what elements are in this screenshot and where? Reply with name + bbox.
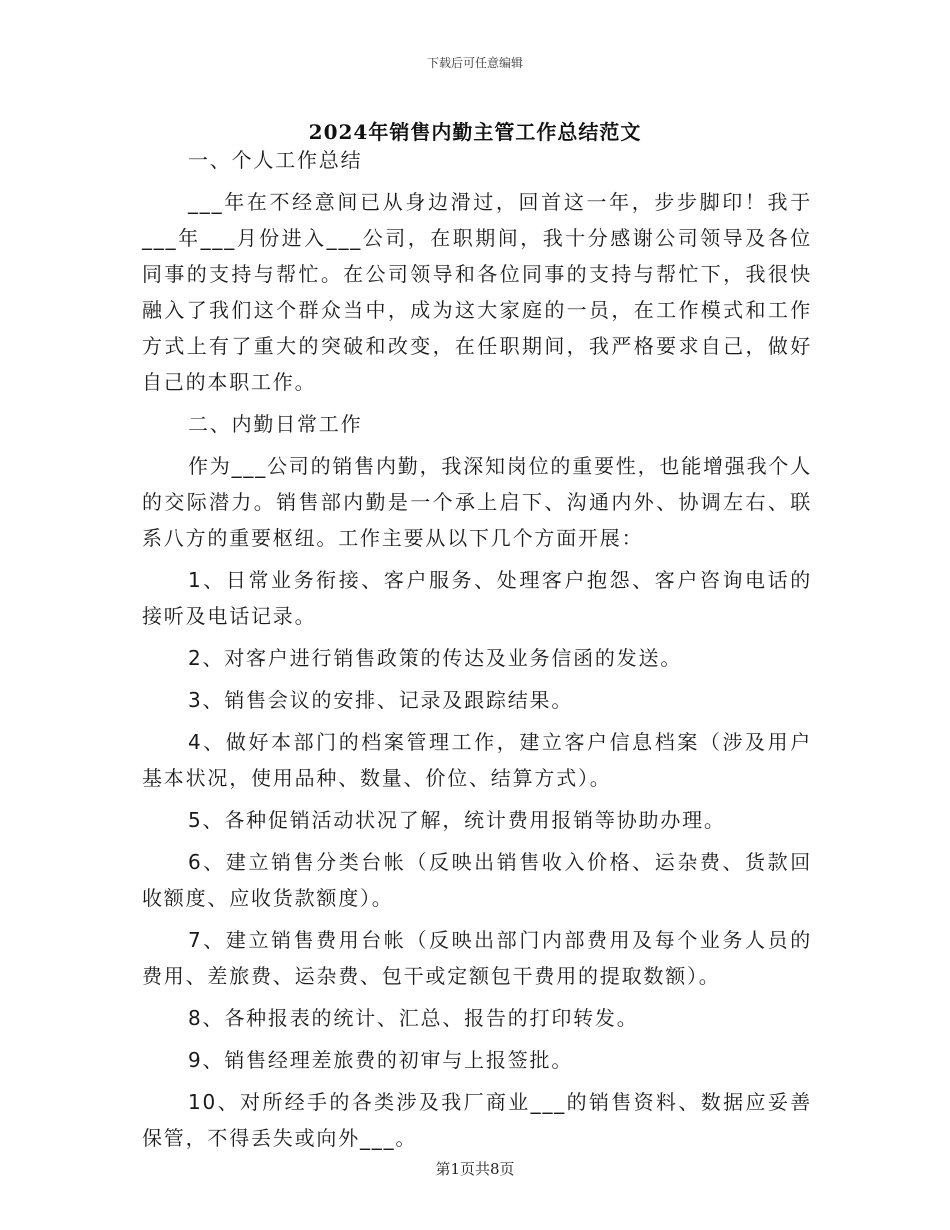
list-item: 7、建立销售费用台帐（反映出部门内部费用及每个业务人员的费用、差旅费、运杂费、包干或定额包干费用的提取数额）。 [142, 928, 812, 988]
section-heading: 一、个人工作总结 [188, 148, 363, 172]
header-note: 下载后可任意编辑 [426, 56, 523, 70]
document-title: 2024年销售内勤主管工作总结范文 [308, 120, 642, 144]
list-item: 4、做好本部门的档案管理工作，建立客户信息档案（涉及用户基本状况，使用品种、数量、价位、结算方式）。 [142, 730, 812, 790]
list-item: 9、销售经理差旅费的初审与上报签批。 [188, 1048, 574, 1072]
list-item: 6、建立销售分类台帐（反映出销售收入价格、运杂费、货款回收额度、应收货款额度）。 [142, 850, 812, 910]
list-item: 10、对所经手的各类涉及我厂商业___的销售资料、数据应妥善保管，不得丢失或向外___。 [142, 1090, 812, 1150]
document-body [142, 142, 812, 1156]
paragraph: 作为___公司的销售内勤，我深知岗位的重要性，也能增强我个人的交际潜力。销售部内勤是一个承上启下、沟通内外、协调左右、联系八方的重要枢纽。工作主要从以下几个方面开展： [142, 454, 812, 550]
list-item: 8、各种报表的统计、汇总、报告的打印转发。 [188, 1006, 639, 1030]
paragraph: ___年在不经意间已从身边滑过，回首这一年，步步脚印！我于___年___月份进入___公司，在职期间，我十分感谢公司领导及各位同事的支持与帮忙。在公司领导和各位同事的支持与帮忙下，我很快融入了我们这个群众当中，成为这大家庭的一员，在工作模式和工作方式上有了重大的突破和改变，在任职期间，我严格要求自己，做好自己的本职工作。 [142, 190, 812, 394]
list-item: 2、对客户进行销售政策的传达及业务信函的发送。 [188, 646, 683, 670]
list-item: 1、日常业务衔接、客户服务、处理客户抱怨、客户咨询电话的接听及电话记录。 [142, 568, 812, 628]
list-item: 5、各种促销活动状况了解，统计费用报销等协助办理。 [188, 808, 726, 832]
page-number: 第1页共8页 [435, 1160, 515, 1178]
section-heading: 二、内勤日常工作 [188, 412, 363, 436]
list-item: 3、销售会议的安排、记录及跟踪结果。 [188, 688, 574, 712]
